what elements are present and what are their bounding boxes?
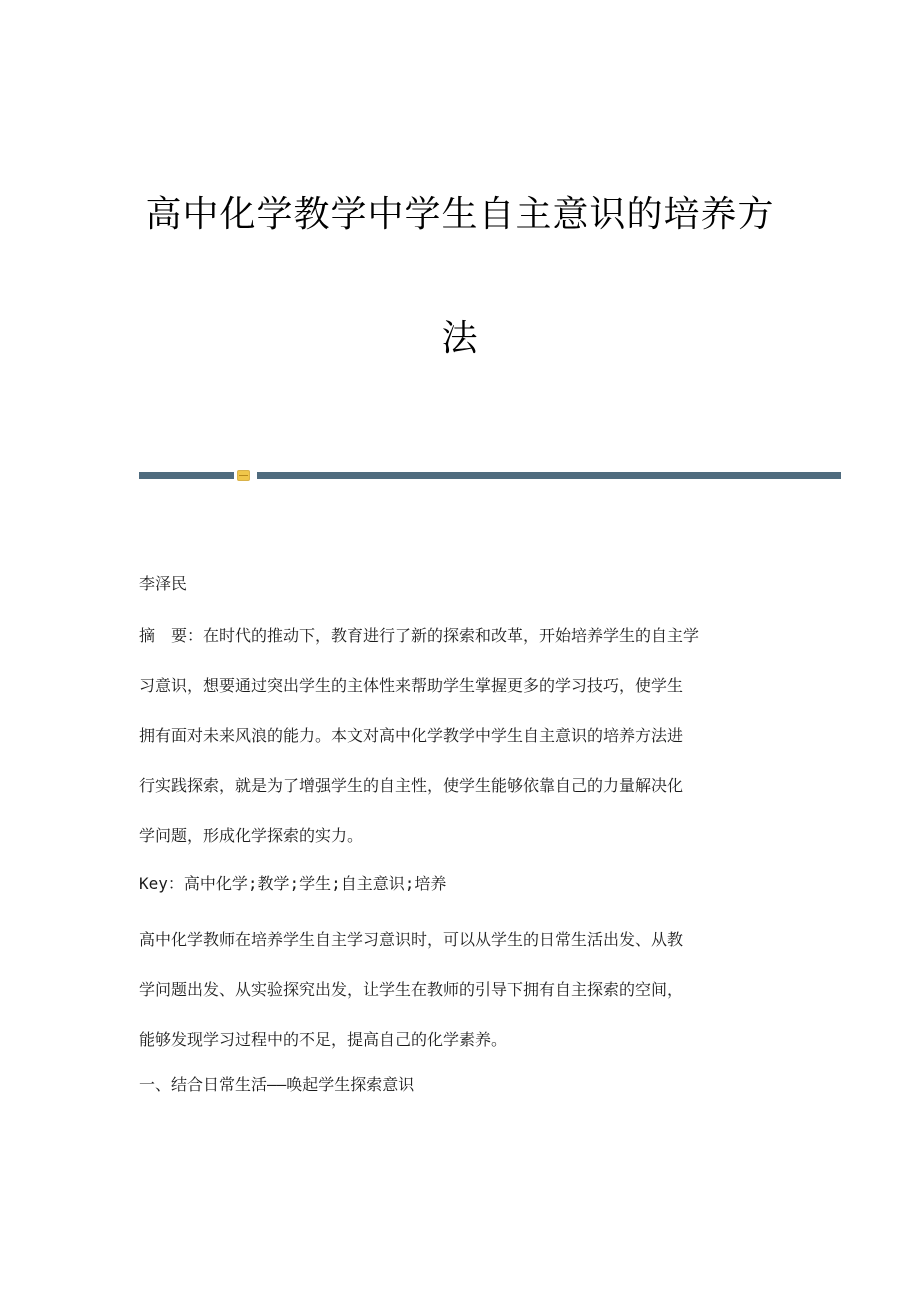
ornament-icon bbox=[237, 470, 250, 481]
author-name: 李泽民 bbox=[139, 574, 188, 593]
abstract-line: 拥有面对未来风浪的能力。本文对高中化学教学中学生自主意识的培养方法进 bbox=[139, 726, 684, 745]
divider-bar-right bbox=[257, 472, 841, 479]
abstract-line: 习意识，想要通过突出学生的主体性来帮助学生掌握更多的学习技巧，使学生 bbox=[139, 676, 684, 695]
document-title-line-2: 法 bbox=[441, 318, 479, 359]
abstract-line: 学问题，形成化学探索的实力。 bbox=[139, 826, 364, 845]
abstract bbox=[139, 611, 784, 861]
document-title-line-1: 高中化学教学中学生自主意识的培养方 bbox=[145, 194, 775, 235]
intro-paragraph bbox=[139, 915, 784, 1065]
divider-bar-left bbox=[139, 472, 234, 479]
abstract-line: 摘 要：在时代的推动下，教育进行了新的探索和改革，开始培养学生的自主学 bbox=[139, 626, 700, 645]
abstract-line: 行实践探索，就是为了增强学生的自主性，使学生能够依靠自己的力量解决化 bbox=[139, 776, 684, 795]
keywords: Key：高中化学;教学;学生;自主意识;培养 bbox=[139, 874, 447, 893]
intro-line: 学问题出发、从实验探究出发，让学生在教师的引导下拥有自主探索的空间， bbox=[139, 980, 684, 999]
section-heading: 一、结合日常生活——唤起学生探索意识 bbox=[139, 1075, 415, 1094]
intro-line: 能够发现学习过程中的不足，提高自己的化学素养。 bbox=[139, 1030, 508, 1049]
title-divider bbox=[139, 469, 841, 483]
intro-line: 高中化学教师在培养学生自主学习意识时，可以从学生的日常生活出发、从教 bbox=[139, 930, 684, 949]
